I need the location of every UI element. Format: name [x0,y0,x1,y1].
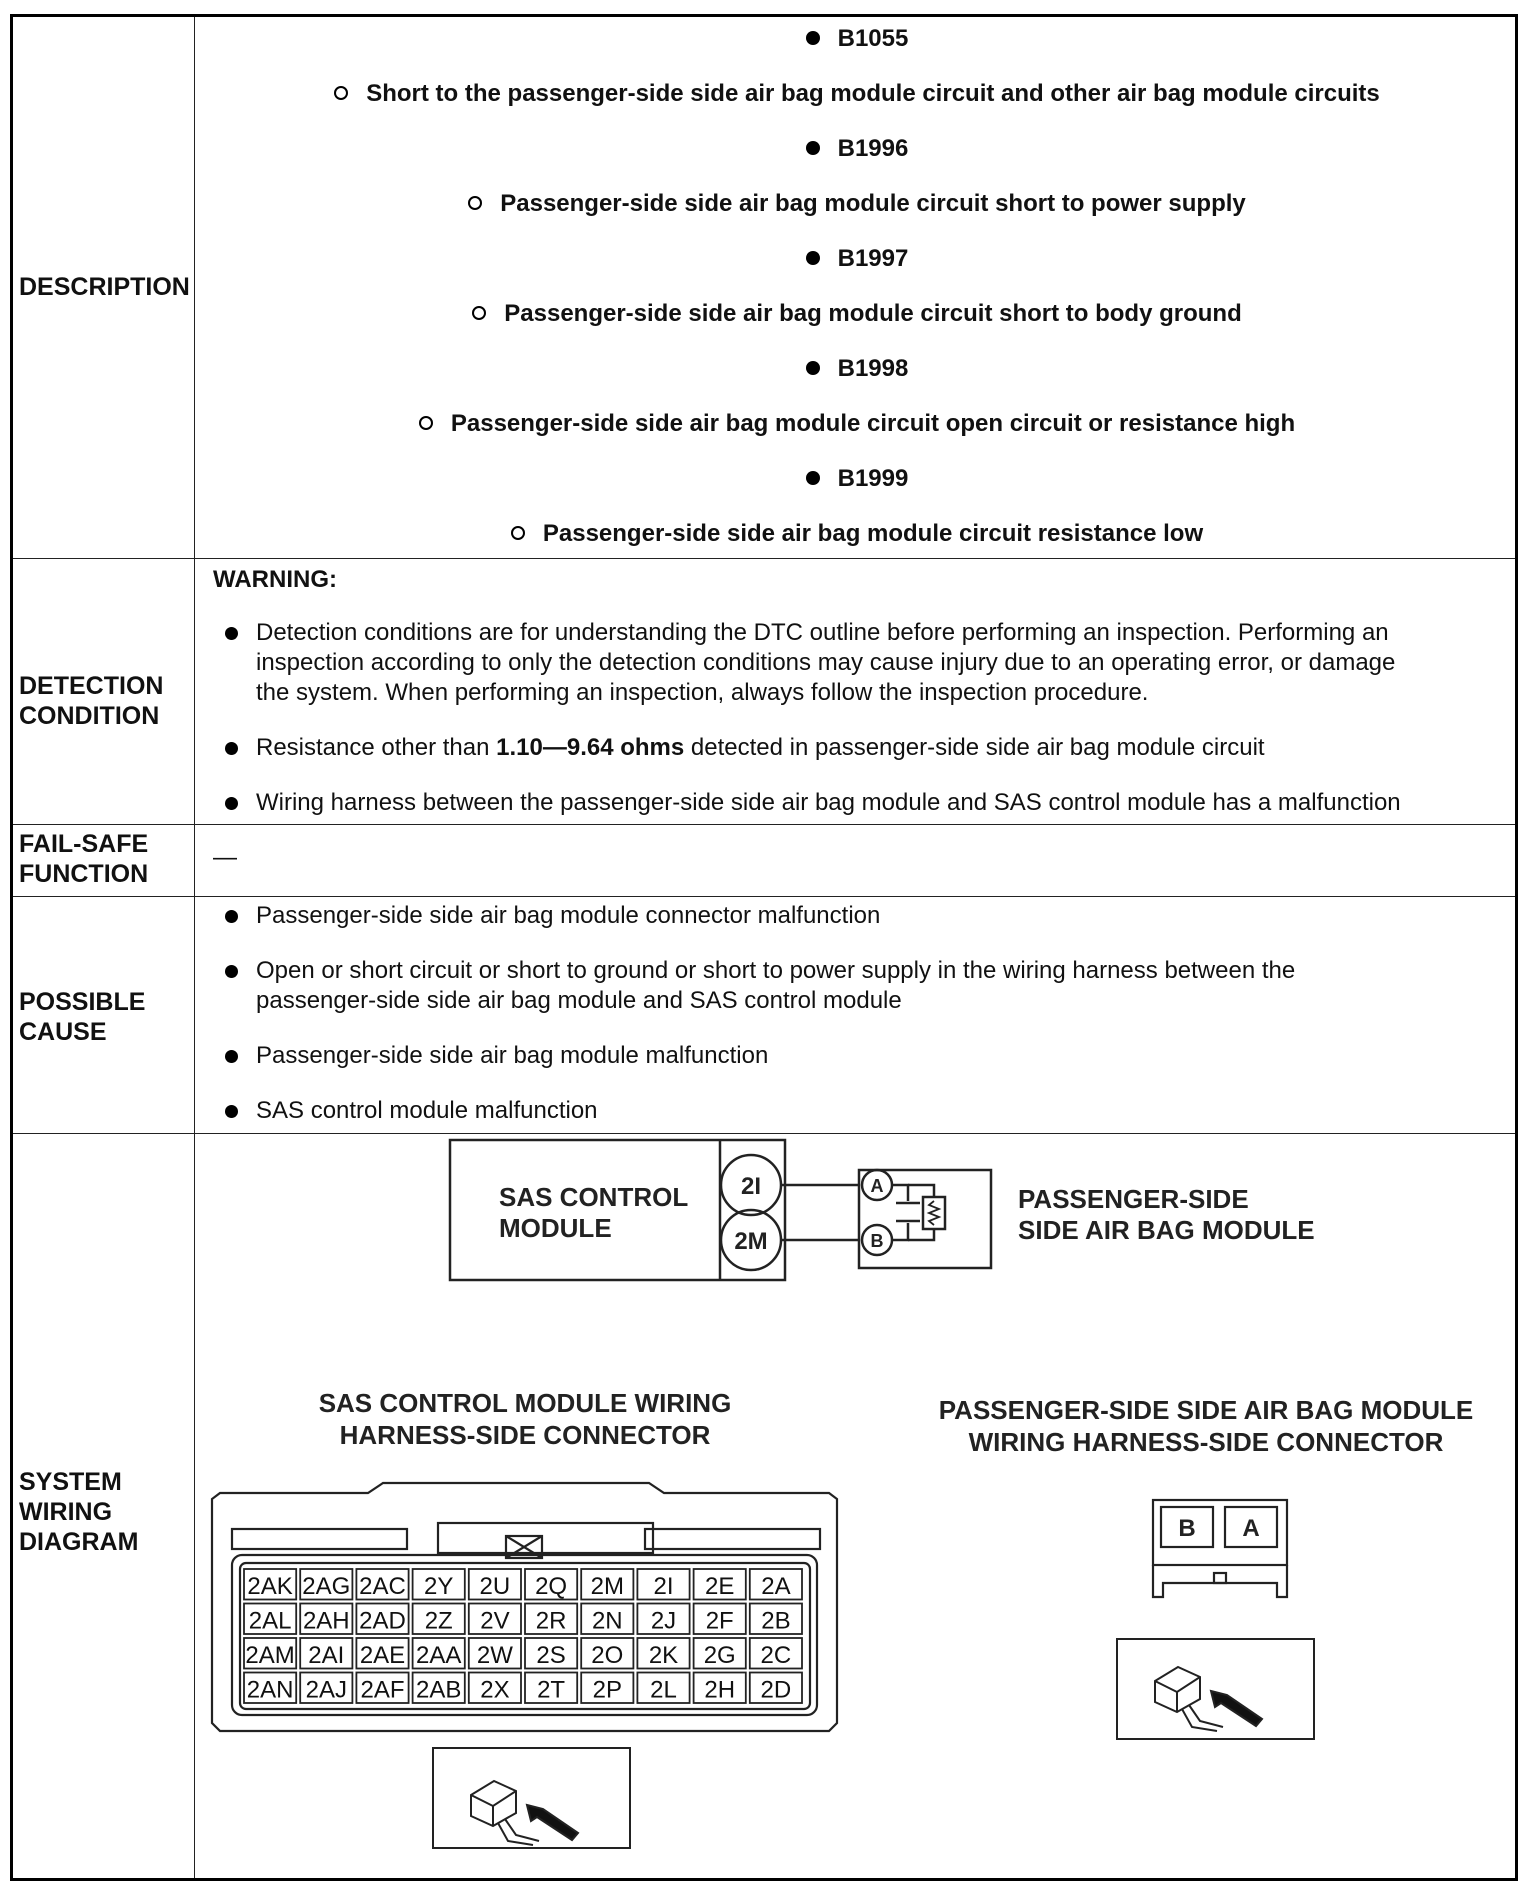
wire-lead-icon [1189,1705,1223,1727]
sas-pin-grid [244,1569,802,1704]
pin-label: 2K [648,1642,679,1669]
sas-connector-title-line1: SAS CONTROL MODULE WIRING [318,1388,732,1418]
resistor-zigzag-icon [929,1201,939,1225]
detection-bullet [256,788,1495,818]
pin-label: 2Y [424,1573,454,1600]
bullet-ring-icon [472,306,486,320]
sas-view-icon-box [433,1748,630,1848]
label-line: FAIL-SAFE [19,830,149,858]
pin-label: 2AM [245,1642,295,1669]
failsafe-value: — [213,844,237,871]
plug-icon [471,1791,516,1806]
pin-label: 2A [761,1573,791,1600]
sas-module-line2: MODULE [499,1213,612,1243]
bullet-line: inspection according to only the detection conditions may cause injury due to an operating error, or damage [256,649,1396,676]
bullet-text: Passenger-side side air bag module malfunction [256,1042,769,1069]
pin-label: 2N [591,1607,623,1635]
airbag-wire [892,1185,908,1201]
bullet-text: Wiring harness between the passenger-side side air bag module and SAS control module has a malfunction [256,789,1401,816]
column-divider [194,824,195,896]
airbag-wire [908,1185,934,1197]
pin-label: 2H [704,1676,736,1704]
pin-label: 2AG [302,1573,351,1600]
pin-label: 2AL [248,1607,292,1635]
bullet-line: passenger-side side air bag module and SAS control module [256,987,902,1014]
pin-label: 2U [479,1573,511,1600]
latch-slot [438,1523,653,1553]
possible-cause-content [199,896,1515,1133]
pin-label: 2AE [359,1642,406,1669]
pin-label: 2J [650,1607,677,1635]
bullet-line: the system. When performing an inspection, always follow the inspection procedure. [256,679,1149,706]
wire-lead-icon [505,1819,539,1841]
bullet-text: SAS control module malfunction [256,1097,598,1124]
pin-label: 2S [536,1642,566,1669]
detection-content [199,558,1515,824]
pin-label: 2B [761,1607,791,1635]
dtc-text: Passenger-side side air bag module circuit open circuit or resistance high [199,410,1515,438]
dtc-text: Passenger-side side air bag module circuit resistance low [199,520,1515,548]
view-icon-frame [433,1748,630,1848]
dtc-code: B1996 [199,135,1515,163]
pin-label: 2F [705,1607,734,1635]
pin-label: 2R [535,1607,567,1635]
bullet-dot-icon [806,31,820,45]
pass-view-icon-box [1117,1639,1314,1739]
label-line: POSSIBLE [19,988,146,1016]
label-line: CAUSE [19,1018,107,1046]
view-arrow-icon [527,1805,578,1840]
pin-label: 2E [705,1573,735,1600]
wiring-diagram [13,1133,1515,1878]
pin-label: 2AI [308,1642,345,1669]
pin-label: 2AF [360,1676,405,1704]
dtc-code: B1997 [199,245,1515,273]
dtc-text: Passenger-side side air bag module circuit short to power supply [199,190,1515,218]
failsafe-row [13,824,1515,897]
failsafe-content [199,824,1515,896]
plug-icon [1155,1677,1200,1692]
column-divider [194,896,195,1133]
warning-title: WARNING: [213,566,337,593]
bullet-dot-icon [806,251,820,265]
pin-label: 2Z [424,1607,453,1635]
pin-label: 2W [476,1642,513,1669]
view-icon-frame [1117,1639,1314,1739]
bullet-line: Detection conditions are for understanding the DTC outline before performing an inspection. Performing an [256,619,1389,646]
pin-label: 2G [703,1642,736,1669]
cause-bullet [256,956,1495,1016]
pin-label-2m: 2M [734,1228,768,1255]
pin-label-a: A [870,1176,884,1196]
resistance-range: 1.10—9.64 ohms [496,734,685,761]
bullet-text: detected in passenger-side side air bag module circuit [684,734,1265,761]
pin-label: 2X [480,1676,510,1704]
pin-label: 2AD [359,1607,406,1635]
cause-bullet [256,1041,1495,1071]
airbag-module-line1: PASSENGER-SIDE [1018,1184,1249,1214]
pin-label: 2AB [416,1676,462,1704]
dtc-text: Short to the passenger-side side air bag module circuit and other air bag module circuits [199,80,1515,108]
bullet-line: Open or short circuit or short to ground or short to power supply in the wiring harness between the [256,957,1296,984]
pin-label: 2D [760,1676,792,1704]
bullet-ring-icon [419,416,433,430]
label-line: WIRING [19,1498,113,1526]
wiring-row [13,1133,1515,1878]
pin-label: 2AJ [305,1676,347,1704]
latch-slot [232,1529,407,1549]
dtc-code: B1055 [199,25,1515,53]
description-row [13,17,1515,559]
pin-label: 2AK [247,1573,293,1600]
bullet-dot-icon [806,361,820,375]
label-line: FUNCTION [19,860,149,888]
detection-row [13,558,1515,825]
detection-bullet [256,618,1495,708]
label-line: DETECTION [19,672,164,700]
column-divider [194,558,195,824]
description-label: DESCRIPTION [19,273,190,301]
bullet-ring-icon [334,86,348,100]
pass-connector-body [1153,1500,1287,1565]
pass-connector-key [1214,1573,1226,1583]
label-line: SYSTEM [19,1468,122,1496]
bullet-text: Resistance other than [256,734,497,761]
pin-label: 2L [650,1676,677,1704]
sas-module-line1: SAS CONTROL [499,1182,689,1212]
description-content [199,17,1515,558]
column-divider [194,17,195,558]
pass-pin-b: B [1178,1515,1196,1542]
pass-connector-title-line2: WIRING HARNESS-SIDE CONNECTOR [968,1427,1444,1457]
pin-label: 2Q [535,1573,568,1600]
pin-label-2i: 2I [740,1173,762,1200]
label-line: CONDITION [19,702,160,730]
pin-label-b: B [870,1231,884,1251]
pin-label: 2C [760,1642,792,1669]
pass-pin-a: A [1242,1515,1260,1542]
dtc-code: B1999 [199,465,1515,493]
bullet-dot-icon [806,471,820,485]
pass-connector [1153,1500,1287,1597]
pass-connector-base [1153,1565,1287,1597]
label-line: DIAGRAM [19,1528,139,1556]
cause-bullet [256,901,1495,931]
pin-label: 2P [592,1676,622,1704]
airbag-wire [892,1223,908,1240]
bullet-ring-icon [511,526,525,540]
detection-label [19,671,163,731]
bullet-ring-icon [468,196,482,210]
pin-label: 2M [590,1573,624,1600]
pin-label: 2AC [359,1573,406,1600]
latch-slot [645,1529,820,1549]
pin-label: 2I [653,1573,674,1600]
sas-connector-title-line2: HARNESS-SIDE CONNECTOR [339,1420,711,1450]
possible-cause-label [19,987,145,1047]
pin-label: 2T [537,1676,566,1704]
pin-label: 2AA [416,1642,462,1669]
pin-label: 2O [591,1642,624,1669]
cause-bullet [256,1096,1495,1126]
possible-cause-row [13,896,1515,1134]
dtc-code: B1998 [199,355,1515,383]
detection-bullet [256,733,1495,763]
bullet-text: Passenger-side side air bag module connector malfunction [256,902,881,929]
dtc-text: Passenger-side side air bag module circuit short to body ground [199,300,1515,328]
airbag-wire [908,1229,934,1240]
pin-label: 2AH [302,1607,350,1635]
airbag-module-line2: SIDE AIR BAG MODULE [1018,1215,1315,1245]
view-arrow-icon [1211,1691,1262,1726]
dtc-table [10,14,1518,1881]
pin-label: 2AN [246,1676,294,1704]
bullet-dot-icon [806,141,820,155]
pin-label: 2V [480,1607,510,1635]
failsafe-label [19,829,148,889]
pass-connector-title-line1: PASSENGER-SIDE SIDE AIR BAG MODULE [938,1395,1474,1425]
